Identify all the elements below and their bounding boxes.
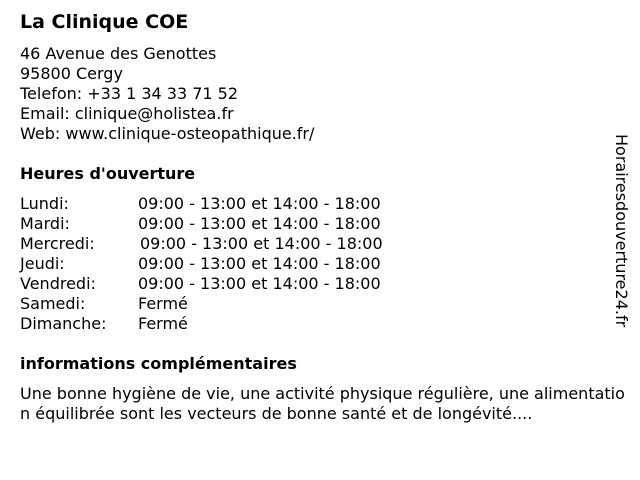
clinic-name: La Clinique COE bbox=[20, 11, 189, 33]
time-value: 09:00 - 13:00 et 14:00 - 18:00 bbox=[138, 274, 381, 293]
time-value: 09:00 - 13:00 et 14:00 - 18:00 bbox=[140, 234, 383, 253]
day-label: Samedi: bbox=[20, 294, 86, 313]
site-watermark: Horairesdouverture24.fr bbox=[612, 134, 631, 328]
time-value: Fermé bbox=[138, 294, 188, 313]
additional-info-text: Une bonne hygiène de vie, une activité physique régulière, une alimentation équilibrée sont les vecteurs de bonne santé et de longévité.... bbox=[20, 384, 625, 423]
time-value: 09:00 - 13:00 et 14:00 - 18:00 bbox=[138, 254, 381, 273]
additional-info-heading: informations complémentaires bbox=[20, 354, 297, 373]
day-label: Mercredi: bbox=[20, 234, 95, 253]
time-value: 09:00 - 13:00 et 14:00 - 18:00 bbox=[138, 214, 381, 233]
website-text: Web: www.clinique-osteopathique.fr/ bbox=[20, 124, 315, 143]
day-label: Lundi: bbox=[20, 194, 69, 213]
opening-hours-heading: Heures d'ouverture bbox=[20, 164, 196, 183]
time-value: 09:00 - 13:00 et 14:00 - 18:00 bbox=[138, 194, 381, 213]
contact-block bbox=[20, 44, 314, 144]
day-label: Jeudi: bbox=[20, 254, 65, 273]
address-line-street: 46 Avenue des Genottes bbox=[20, 44, 217, 63]
day-label: Vendredi: bbox=[20, 274, 96, 293]
day-label: Mardi: bbox=[20, 214, 70, 233]
phone-text: Telefon: +33 1 34 33 71 52 bbox=[20, 84, 239, 103]
time-value: Fermé bbox=[138, 314, 188, 333]
email-text: Email: clinique@holistea.fr bbox=[20, 104, 234, 123]
day-label: Dimanche: bbox=[20, 314, 107, 333]
address-line-city: 95800 Cergy bbox=[20, 64, 123, 83]
